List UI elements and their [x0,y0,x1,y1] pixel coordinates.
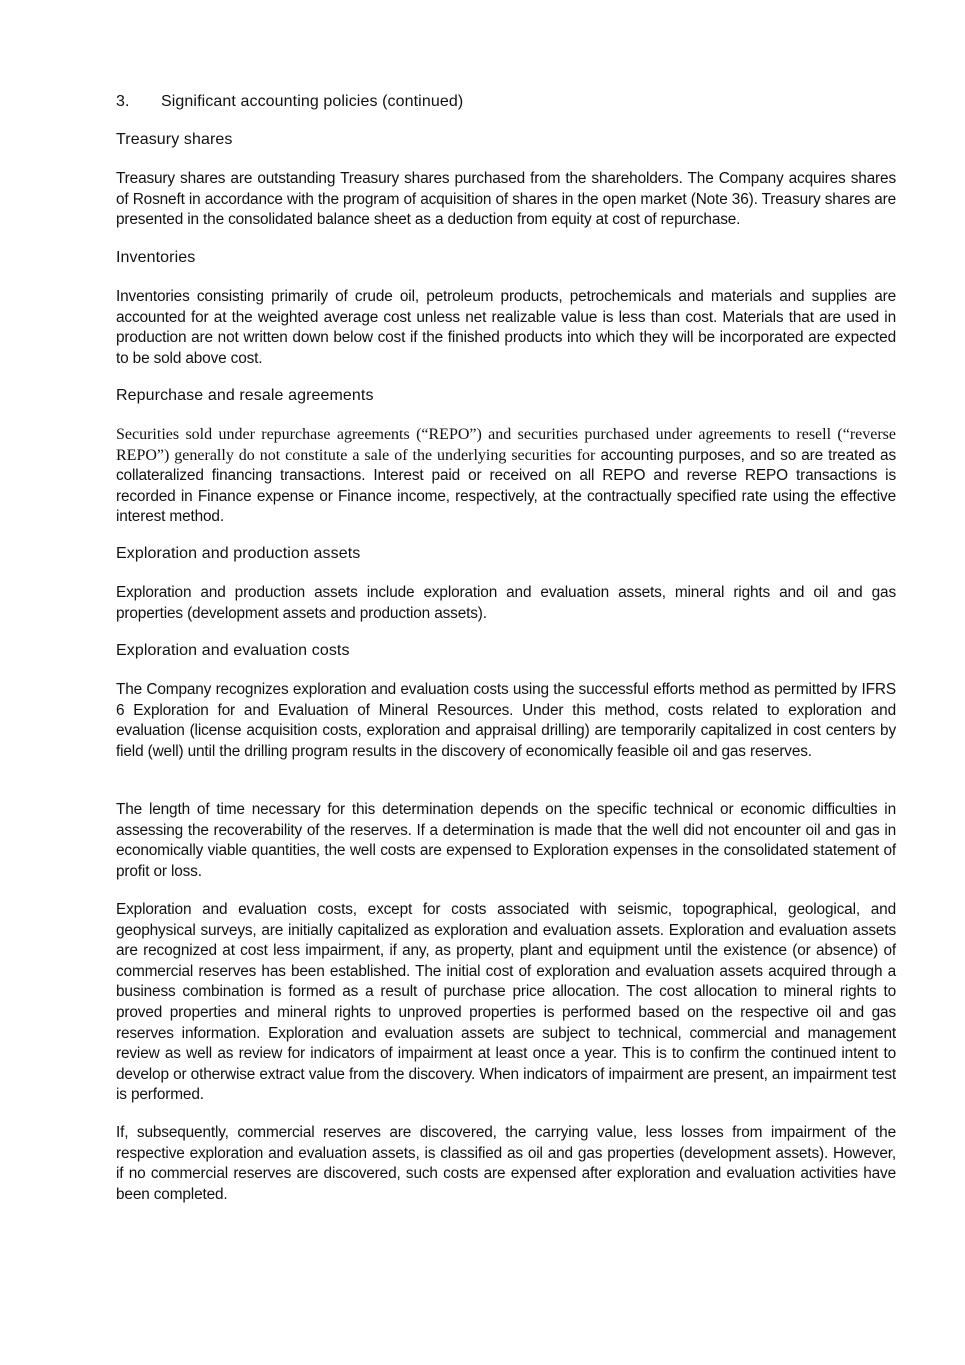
section-number: 3. [116,93,130,110]
section-heading [116,93,463,111]
exploration-evaluation-paragraph-4: If, subsequently, commercial reserves are discovered, the carrying value, less losses from impairment of the respective exploration and evaluation assets, is classified as oil and gas properties (development assets). However, if no commercial reserves are discovered, such costs are expensed after exploration and evaluation activities have been completed. [116,1124,896,1203]
treasury-shares-heading: Treasury shares [116,131,233,148]
exploration-evaluation-paragraph-1: The Company recognizes exploration and evaluation costs using the successful efforts method as permitted by IFRS 6 Exploration for and Evaluation of Mineral Resources. Under this method, costs related to exploration and evaluation (license acquisition costs, exploration and appraisal drilling) are temporarily capitalized in cost centers by field (well) until the drilling program results in the discovery of economically feasible oil and gas reserves. [116,681,896,760]
section-title: Significant accounting policies (continued) [161,93,464,110]
exploration-evaluation-heading: Exploration and evaluation costs [116,642,350,659]
exploration-production-paragraph: Exploration and production assets include exploration and evaluation assets, mineral rights and oil and gas properties (development assets and production assets). [116,584,896,622]
repo-paragraph-sans-part: accounting purposes, and so are treated as collateralized financing transactions. Interest paid or received on all REPO and reverse REPO transactions is recorded in Finance expense or Finance income, respectively, at the contractually specified rate using the effective interest method. [116,446,896,526]
repo-paragraph [116,425,896,528]
inventories-heading: Inventories [116,249,196,266]
treasury-shares-paragraph: Treasury shares are outstanding Treasury shares purchased from the shareholders. The Company acquires shares of Rosneft in accordance with the program of acquisition of shares in the open market (Note 36). Treasury shares are presented in the consolidated balance sheet as a deduction from equity at cost of repurchase. [116,170,896,229]
exploration-production-heading: Exploration and production assets [116,545,361,562]
exploration-evaluation-paragraph-2: The length of time necessary for this determination depends on the specific technical or economic difficulties in assessing the recoverability of the reserves. If a determination is made that the well did not encounter oil and gas in economically viable quantities, the well costs are expensed to Exploration expenses in the consolidated statement of profit or loss. [116,801,896,880]
inventories-paragraph: Inventories consisting primarily of crude oil, petroleum products, petrochemicals and materials and supplies are accounted for at the weighted average cost unless net realizable value is less than cost. Materials that are used in production are not written down below cost if the finished products into which they will be incorporated are expected to be sold above cost. [116,288,896,367]
repo-paragraph-serif-part: Securities sold under repurchase agreements (“REPO”) and securities purchased under agreements to resell (“reverse REPO”) generally do not constitute a sale of the underlying securities for [116,426,896,464]
repo-heading: Repurchase and resale agreements [116,387,374,404]
exploration-evaluation-paragraph-3: Exploration and evaluation costs, except for costs associated with seismic, topographical, geological, and geophysical surveys, are initially capitalized as exploration and evaluation assets. Exploration and evaluation assets are recognized at cost less impairment, if any, as property, plant and equipment until the existence (or absence) of commercial reserves has been established. The initial cost of exploration and evaluation assets acquired through a business combination is formed as a result of purchase price allocation. The cost allocation to mineral rights to proved properties and mineral rights to unproved properties is performed based on the respective oil and gas reserves information. Exploration and evaluation assets are subject to technical, commercial and management review as well as review for indicators of impairment at least once a year. This is to confirm the continued intent to develop or otherwise extract value from the discovery. When indicators of impairment are present, an impairment test is performed. [116,901,896,1104]
